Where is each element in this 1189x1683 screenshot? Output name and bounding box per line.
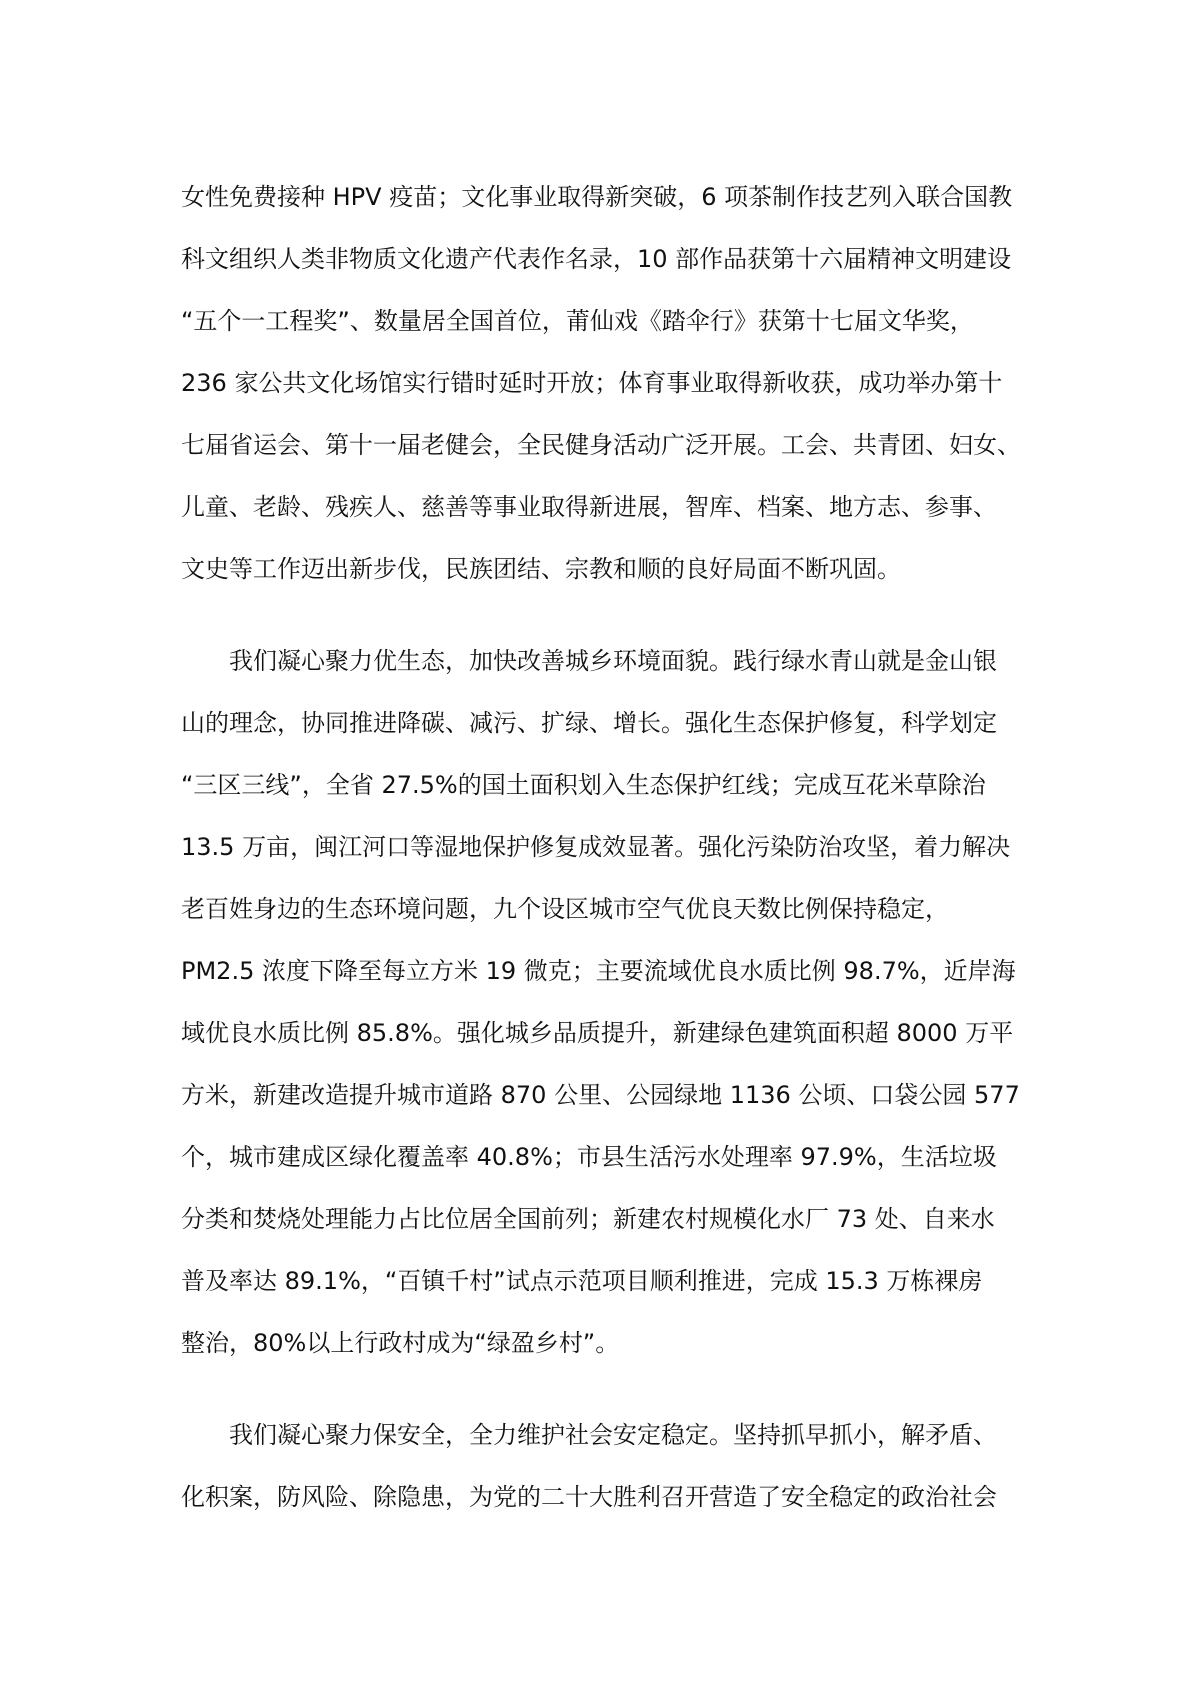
text-line: “五个一工程奖”、数量居全国首位，莆仙戏《踏伞行》获第十七届文华奖， xyxy=(181,307,974,335)
paragraph-gap xyxy=(181,1374,1021,1404)
paragraph-culture-sports xyxy=(181,166,1021,600)
document-body xyxy=(181,166,1021,1528)
text-line: 女性免费接种 HPV 疫苗；文化事业取得新突破，6 项茶制作技艺列入联合国教 xyxy=(181,183,1013,211)
text-line: 科文组织人类非物质文化遗产代表作名录，10 部作品获第十六届精神文明建设 xyxy=(181,245,1012,273)
text-line: 方米，新建改造提升城市道路 870 公里、公园绿地 1136 公顷、口袋公园 577 xyxy=(181,1081,1020,1109)
text-line: 老百姓身边的生态环境问题，九个设区城市空气优良天数比例保持稳定， xyxy=(181,895,949,923)
text-line: 13.5 万亩，闽江河口等湿地保护修复成效显著。强化污染防治攻坚，着力解决 xyxy=(181,833,1011,861)
text-line: 普及率达 89.1%，“百镇千村”试点示范项目顺利推进，完成 15.3 万栋裸房 xyxy=(181,1267,983,1295)
text-line: 文史等工作迈出新步伐，民族团结、宗教和顺的良好局面不断巩固。 xyxy=(181,555,901,583)
text-line: 我们凝心聚力保安全，全力维护社会安定稳定。坚持抓早抓小，解矛盾、 xyxy=(229,1421,997,1449)
text-line: 分类和焚烧处理能力占比位居全国前列；新建农村规模化水厂 73 处、自来水 xyxy=(181,1205,995,1233)
text-line: “三区三线”，全省 27.5%的国土面积划入生态保护红线；完成互花米草除治 xyxy=(181,771,986,799)
text-line: 七届省运会、第十一届老健会，全民健身活动广泛开展。工会、共青团、妇女、 xyxy=(181,431,1021,459)
paragraph-gap xyxy=(181,600,1021,630)
text-line: 域优良水质比例 85.8%。强化城乡品质提升，新建绿色建筑面积超 8000 万平 xyxy=(181,1019,1014,1047)
text-line: 我们凝心聚力优生态，加快改善城乡环境面貌。践行绿水青山就是金山银 xyxy=(229,647,997,675)
text-line: 化积案，防风险、除隐患，为党的二十大胜利召开营造了安全稳定的政治社会 xyxy=(181,1483,997,1511)
paragraph-safety xyxy=(181,1404,1021,1528)
paragraph-ecology xyxy=(181,630,1021,1374)
text-line: 个，城市建成区绿化覆盖率 40.8%；市县生活污水处理率 97.9%，生活垃圾 xyxy=(181,1143,997,1171)
text-line: 整治，80%以上行政村成为“绿盈乡村”。 xyxy=(181,1329,620,1357)
text-line: 236 家公共文化场馆实行错时延时开放；体育事业取得新收获，成功举办第十 xyxy=(181,369,1003,397)
text-line: 儿童、老龄、残疾人、慈善等事业取得新进展，智库、档案、地方志、参事、 xyxy=(181,493,997,521)
text-line: PM2.5 浓度下降至每立方米 19 微克；主要流域优良水质比例 98.7%，近岸海 xyxy=(181,957,1016,985)
text-line: 山的理念，协同推进降碳、减污、扩绿、增长。强化生态保护修复，科学划定 xyxy=(181,709,997,737)
